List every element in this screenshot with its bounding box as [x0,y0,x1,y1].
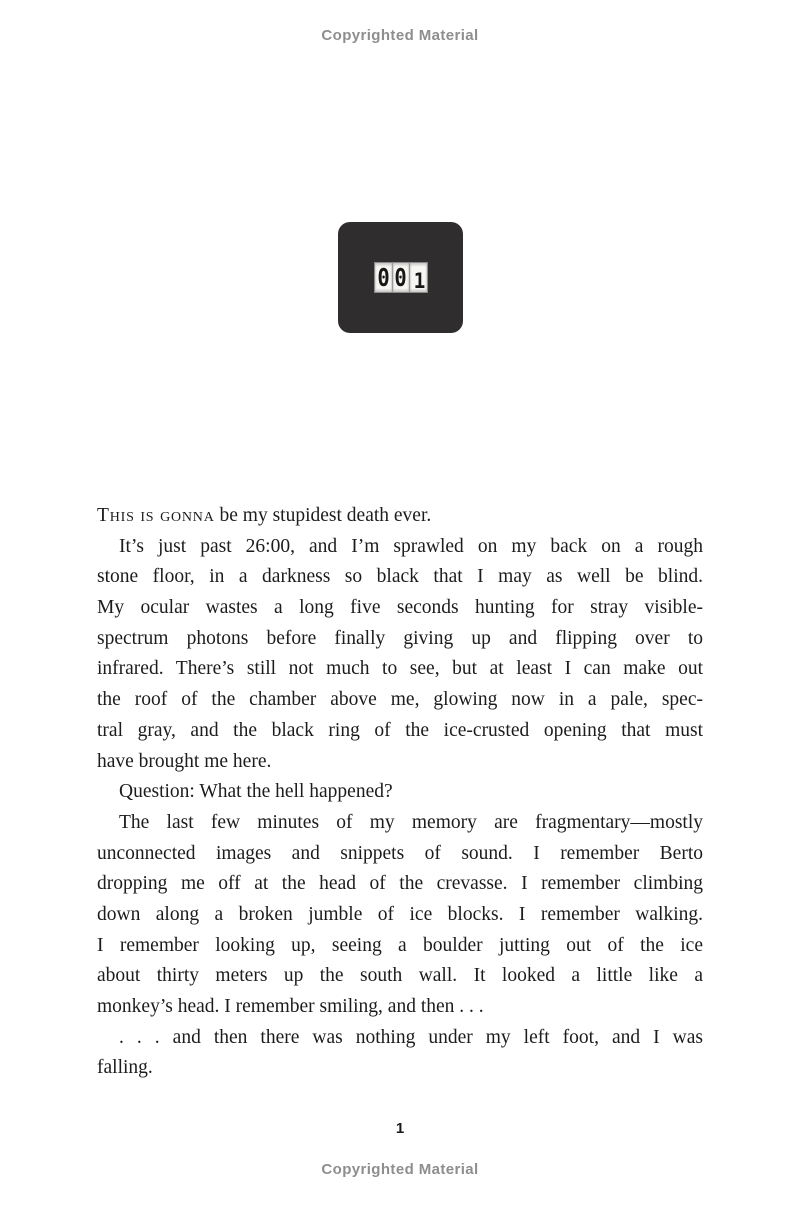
body-text-line: have brought me here. [97,750,272,772]
body-text-line: stone floor, in a darkness so black that I may as well be blind. [97,566,703,588]
small-caps-lead: This is gonna [97,505,215,526]
body-text-line: infrared. There’s still not much to see, but at least I can make out [97,658,703,680]
body-text-line: . . . and then there was nothing under my left foot, and I was [119,1026,703,1048]
body-text-line: about thirty meters up the south wall. It looked a little like a [97,965,703,987]
counter-cell [393,263,411,292]
body-text-line: falling. [97,1057,153,1079]
body-text-line: Question: What the hell happened? [119,781,393,803]
body-text-line: I remember looking up, seeing a boulder jutting out of the ice [97,934,703,956]
body-text-line: monkey’s head. I remember smiling, and then . . . [97,996,484,1017]
counter-digit: 1 [413,268,426,292]
counter-cell-rolling [410,263,427,292]
body-text-line: unconnected images and snippets of sound. I remember Berto [97,842,703,864]
body-text-line: This is gonna be my stupidest death ever. [97,505,432,526]
body-text-line: the roof of the chamber above me, glowing now in a pale, spec- [97,689,703,711]
body-text-line: It’s just past 26:00, and I’m sprawled on my back on a rough [119,535,703,557]
body-text-line: dropping me off at the head of the crevasse. I remember climbing [97,873,703,895]
counter-cell [375,263,393,292]
body-text [97,501,703,1084]
body-text-line: My ocular wastes a long five seconds hunting for stray visible- [97,597,703,619]
copyright-notice-top: Copyrighted Material [321,27,479,44]
chapter-badge [338,222,463,333]
chapter-digit-counter [374,262,428,293]
counter-digit: 0 [377,263,390,292]
counter-digit: 0 [394,263,408,292]
body-text-line: spectrum photons before finally giving up and flipping over to [97,627,703,649]
body-text-line: The last few minutes of my memory are fragmentary—mostly [119,811,703,833]
page-number: 1 [395,1120,405,1137]
copyright-notice-bottom: Copyrighted Material [321,1161,479,1178]
body-text-line: down along a broken jumble of ice blocks. I remember walking. [97,903,703,925]
body-text-line: tral gray, and the black ring of the ice-crusted opening that must [97,719,703,741]
